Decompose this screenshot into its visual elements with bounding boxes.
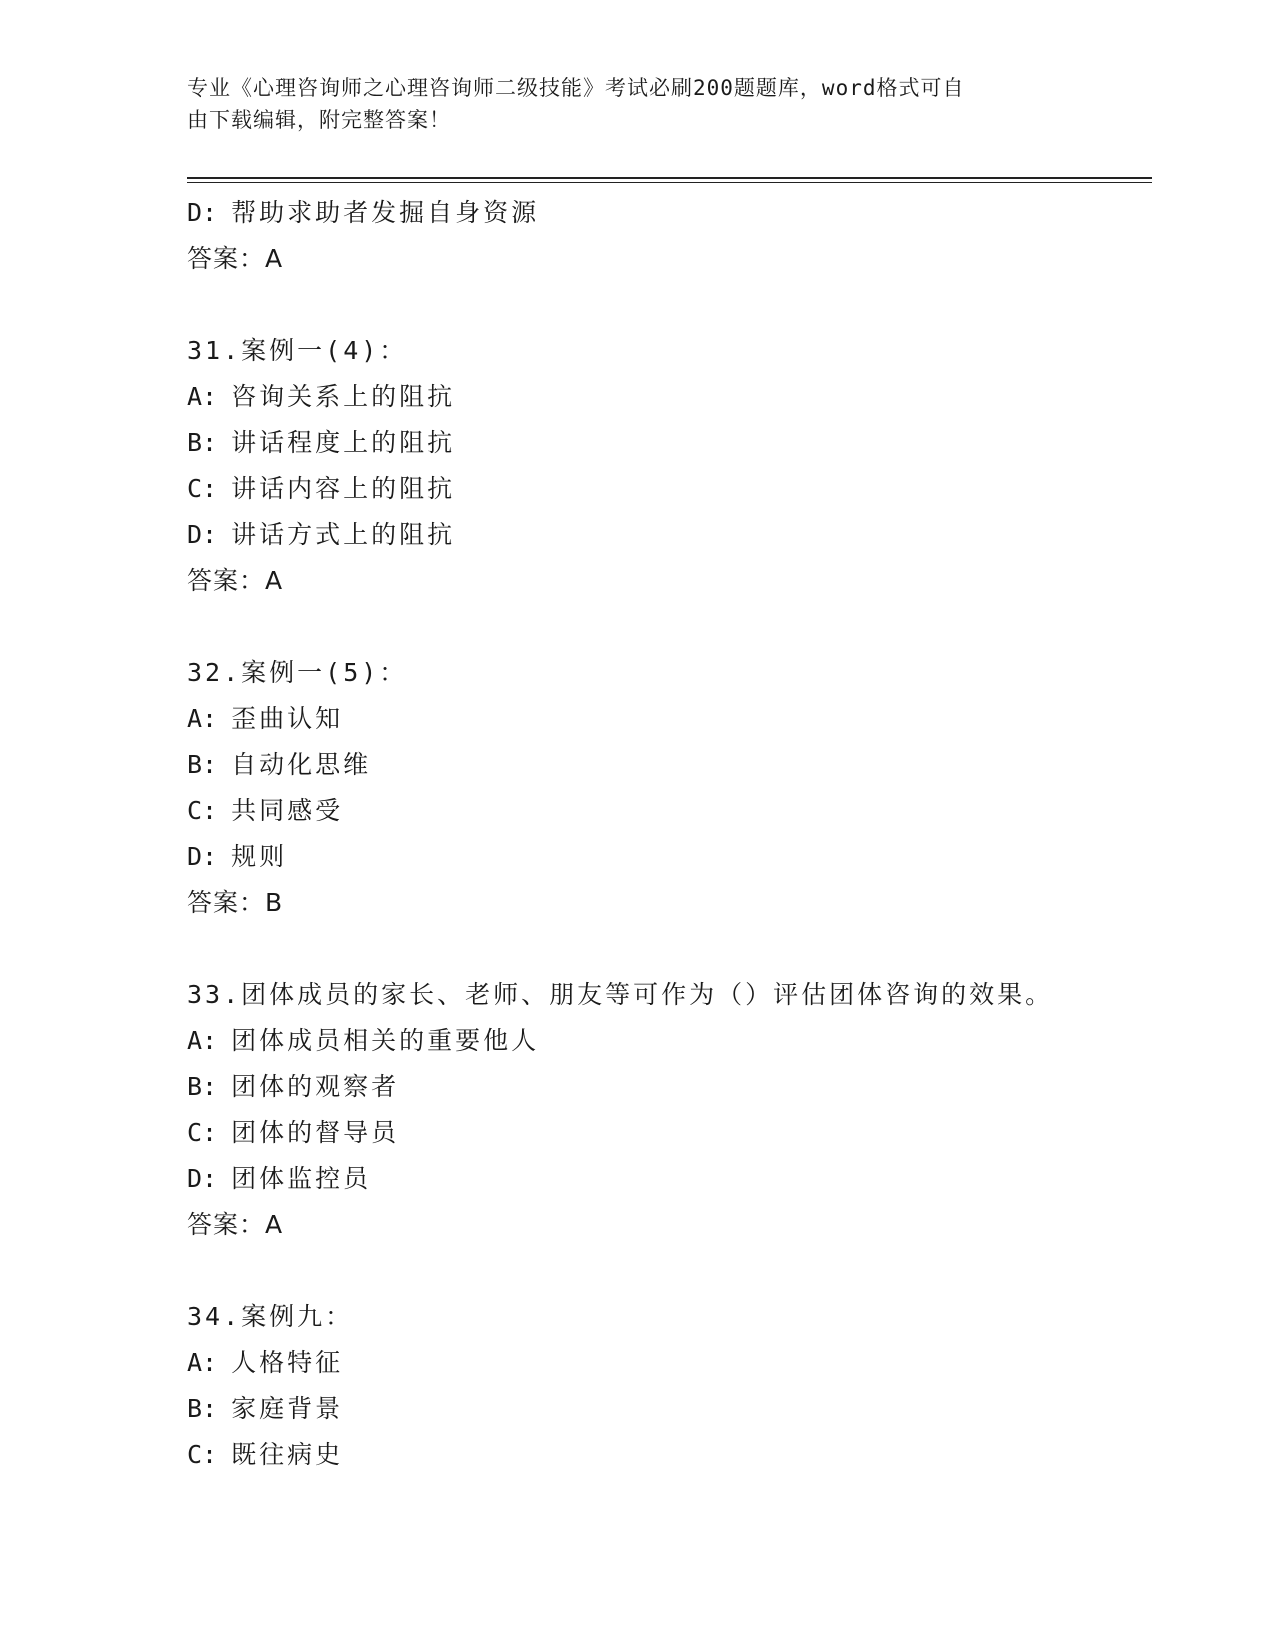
option-label: C: bbox=[187, 1118, 218, 1147]
option-label: A: bbox=[187, 1026, 218, 1055]
question-title: 33.团体成员的家长、老师、朋友等可作为（）评估团体咨询的效果。 bbox=[187, 980, 1054, 1009]
option-row bbox=[187, 696, 1152, 742]
option-text: 咨询关系上的阻抗 bbox=[231, 382, 456, 411]
option-row bbox=[187, 1156, 1152, 1202]
header-line-1: 专业《心理咨询师之心理咨询师二级技能》考试必刷200题题库，word格式可自 bbox=[187, 76, 965, 100]
option-label: C: bbox=[187, 796, 218, 825]
question-list bbox=[187, 190, 1152, 1478]
option-row bbox=[187, 1432, 1152, 1478]
header-divider-thin bbox=[187, 182, 1152, 183]
option-text: 讲话程度上的阻抗 bbox=[231, 428, 456, 457]
option-text: 人格特征 bbox=[231, 1348, 344, 1377]
option-text: 既往病史 bbox=[231, 1440, 344, 1469]
option-row bbox=[187, 742, 1152, 788]
spacer bbox=[187, 282, 1152, 328]
option-label: B: bbox=[187, 1394, 218, 1423]
option-text: 共同感受 bbox=[231, 796, 344, 825]
header-line-2: 由下载编辑，附完整答案！ bbox=[187, 108, 451, 132]
option-row bbox=[187, 1386, 1152, 1432]
option-text: 团体的观察者 bbox=[231, 1072, 400, 1101]
header-divider-thick bbox=[187, 177, 1152, 179]
option-label: A: bbox=[187, 1348, 218, 1377]
option-text: 团体的督导员 bbox=[231, 1118, 400, 1147]
option-label: B: bbox=[187, 750, 218, 779]
option-row bbox=[187, 1064, 1152, 1110]
option-label: D: bbox=[187, 1164, 218, 1193]
option-label: B: bbox=[187, 428, 218, 457]
answer-line: 答案：B bbox=[187, 888, 284, 917]
option-row bbox=[187, 1110, 1152, 1156]
question-title: 31.案例一(4)： bbox=[187, 336, 408, 365]
option-label: D: bbox=[187, 520, 218, 549]
option-text: 家庭背景 bbox=[231, 1394, 344, 1423]
option-text: 帮助求助者发掘自身资源 bbox=[231, 198, 540, 227]
answer-line: 答案：A bbox=[187, 1210, 284, 1239]
option-row bbox=[187, 834, 1152, 880]
option-text: 规则 bbox=[231, 842, 288, 871]
spacer bbox=[187, 1248, 1152, 1294]
answer-line: 答案：A bbox=[187, 244, 284, 273]
option-row bbox=[187, 788, 1152, 834]
option-row bbox=[187, 1340, 1152, 1386]
option-label: B: bbox=[187, 1072, 218, 1101]
option-label: D: bbox=[187, 842, 218, 871]
option-row bbox=[187, 420, 1152, 466]
option-row bbox=[187, 1018, 1152, 1064]
option-text: 团体成员相关的重要他人 bbox=[231, 1026, 540, 1055]
option-text: 自动化思维 bbox=[231, 750, 372, 779]
option-label: C: bbox=[187, 1440, 218, 1469]
option-label: D: bbox=[187, 198, 218, 227]
option-row bbox=[187, 190, 1152, 236]
question-title: 34.案例九： bbox=[187, 1302, 354, 1331]
question-title: 32.案例一(5)： bbox=[187, 658, 408, 687]
option-label: C: bbox=[187, 474, 218, 503]
option-text: 歪曲认知 bbox=[231, 704, 344, 733]
spacer bbox=[187, 604, 1152, 650]
spacer bbox=[187, 926, 1152, 972]
document-header bbox=[187, 72, 1087, 136]
option-row bbox=[187, 512, 1152, 558]
answer-line: 答案：A bbox=[187, 566, 284, 595]
option-text: 讲话内容上的阻抗 bbox=[231, 474, 456, 503]
option-text: 团体监控员 bbox=[231, 1164, 372, 1193]
option-label: A: bbox=[187, 704, 218, 733]
option-row bbox=[187, 466, 1152, 512]
option-row bbox=[187, 374, 1152, 420]
option-label: A: bbox=[187, 382, 218, 411]
option-text: 讲话方式上的阻抗 bbox=[231, 520, 456, 549]
